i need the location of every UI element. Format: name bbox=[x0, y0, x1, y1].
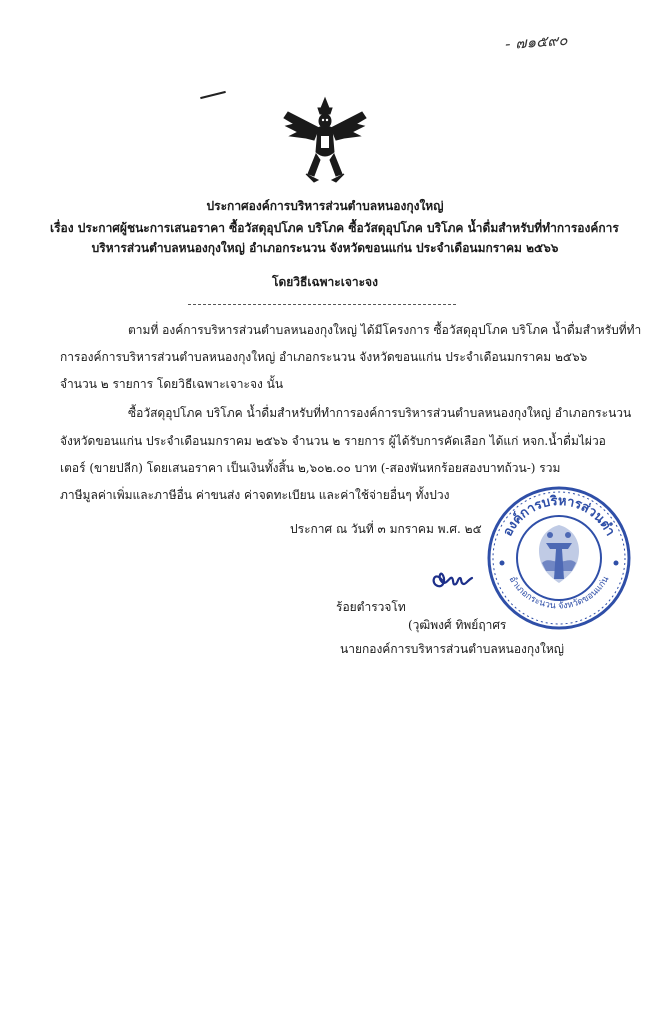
handwritten-number: - ๗๑๕๙๐ bbox=[504, 30, 569, 54]
announcement-date: ประกาศ ณ วันที่ ๓ มกราคม พ.ศ. ๒๕ bbox=[290, 522, 482, 536]
pen-stroke-mark bbox=[200, 91, 226, 99]
para1-line-3: จำนวน ๒ รายการ โดยวิธีเฉพาะเจาะจง นั้น bbox=[60, 377, 284, 391]
handwritten-signature bbox=[428, 562, 478, 594]
para2-line-1: ซื้อวัสดุอุปโภค บริโภค น้ำดื่มสำหรับที่ทำการองค์การบริหารส่วนตำบลหนองกุงใหญ่ อำเภอกระนวน bbox=[128, 406, 632, 420]
official-seal-stamp bbox=[484, 483, 634, 633]
para2-line-4: ภาษีมูลค่าเพิ่มและภาษีอื่น ค่าขนส่ง ค่าจดทะเบียน และค่าใช้จ่ายอื่นๆ ทั้งปวง bbox=[60, 488, 450, 502]
subject-line-2: บริหารส่วนตำบลหนองกุงใหญ่ อำเภอกระนวน จังหวัดขอนแก่น ประจำเดือนมกราคม ๒๕๖๖ bbox=[91, 241, 559, 255]
announcement-title: ประกาศองค์การบริหารส่วนตำบลหนองกุงใหญ่ bbox=[206, 199, 444, 213]
para2-line-3: เตอร์ (ขายปลีก) โดยเสนอราคา เป็นเงินทั้งสิ้น ๒,๖๐๒.๐๐ บาท (-สองพันหกร้อยสองบาทถ้วน-) รวม bbox=[60, 461, 561, 475]
seal-center-emblem-icon bbox=[539, 525, 579, 583]
para1-line-1: ตามที่ องค์การบริหารส่วนตำบลหนองกุงใหญ่ ได้มีโครงการ ซื้อวัสดุอุปโภค บริโภค น้ำดื่มสำหรับที่ทำ bbox=[128, 323, 642, 337]
garuda-emblem-icon bbox=[278, 94, 372, 188]
signer-rank: ร้อยตำรวจโท bbox=[336, 600, 406, 614]
subject-line-1: เรื่อง ประกาศผู้ชนะการเสนอราคา ซื้อวัสดุอุปโภค บริโภค ซื้อวัสดุอุปโภค บริโภค น้ำดื่มสำหรับที่ทำการองค์การ bbox=[50, 221, 619, 235]
signer-position: นายกองค์การบริหารส่วนตำบลหนองกุงใหญ่ bbox=[340, 642, 565, 656]
para1-line-2: การองค์การบริหารส่วนตำบลหนองกุงใหญ่ อำเภอกระนวน จังหวัดขอนแก่น ประจำเดือนมกราคม ๒๕๖๖ bbox=[60, 350, 588, 364]
para2-line-2: จังหวัดขอนแก่น ประจำเดือนมกราคม ๒๕๖๖ จำนวน ๒ รายการ ผู้ได้รับการคัดเลือก ได้แก่ หจก.น้ำดื่มไผ่วอ bbox=[60, 434, 606, 448]
procurement-method: โดยวิธีเฉพาะเจาะจง bbox=[272, 275, 378, 289]
seal-top-text: องค์การบริหารส่วนตำ bbox=[500, 493, 618, 539]
dashed-divider bbox=[188, 304, 456, 305]
signer-name: (วุฒิพงศ์ ทิพย์ฤาศร bbox=[408, 618, 507, 632]
seal-bottom-text: อำเภอกระนวน จังหวัดขอนแก่น bbox=[506, 574, 612, 612]
